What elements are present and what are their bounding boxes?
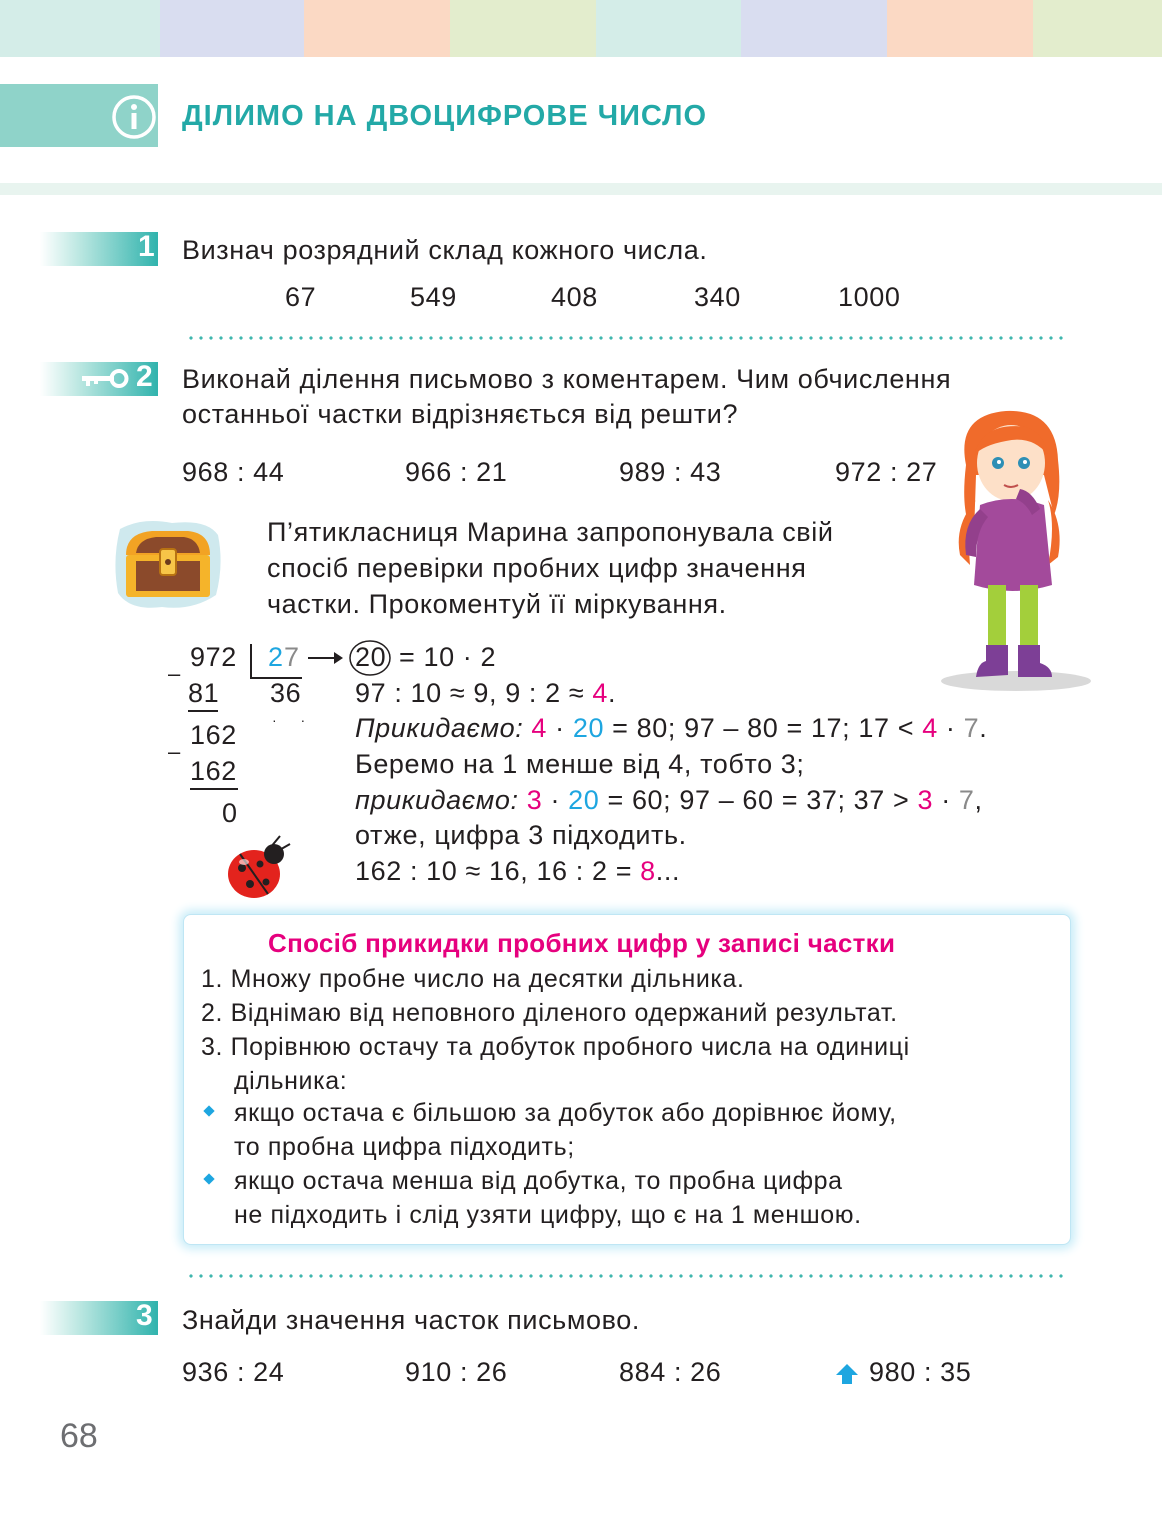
- task2-expression: 972 : 27: [835, 457, 938, 487]
- division-divisor-units: 7: [284, 642, 300, 672]
- treasure-chest-illustration: [112, 515, 224, 613]
- task1-number: 1: [138, 230, 155, 263]
- division-underline-2: [190, 788, 238, 790]
- reasoning-line3: [355, 711, 987, 746]
- division-bracket-vertical: [250, 644, 252, 678]
- task3-expression: 936 : 24: [182, 1357, 285, 1387]
- rule-title: Спосіб прикидки пробних цифр у записі частки: [268, 928, 896, 958]
- rule-item-3-continued: дільника:: [234, 1067, 348, 1095]
- info-icon: [111, 94, 157, 140]
- rule-item-3: 3. Порівнюю остачу та добуток пробного числа на одиниці: [201, 1033, 910, 1061]
- reasoning-highlight: 4: [922, 713, 938, 743]
- reasoning-text: = 60; 97 – 60 = 37; 37 >: [599, 785, 918, 815]
- ladybug-illustration: [220, 832, 296, 904]
- reasoning-highlight: 3: [917, 785, 934, 815]
- reasoning-line1: = 10 · 2: [399, 642, 497, 672]
- page-title: ДІЛИМО НА ДВОЦИФРОВЕ ЧИСЛО: [182, 100, 708, 132]
- task2-number: 2: [136, 360, 153, 393]
- top-stripe-2: [160, 0, 304, 57]
- task3-text: Знайди значення часток письмово.: [182, 1305, 640, 1335]
- reasoning-label: прикидаємо:: [355, 785, 519, 815]
- marina-text-line3: частки. Прокоментуй її міркування.: [267, 589, 727, 619]
- top-stripe-1: [0, 0, 160, 57]
- division-remainder-step: 162: [190, 720, 237, 750]
- reasoning-text: .: [979, 713, 988, 743]
- reasoning-text: 162 : 10 ≈ 16, 16 : 2 =: [355, 856, 641, 886]
- reasoning-highlight: 4: [592, 678, 608, 708]
- reasoning-highlight: 8: [640, 856, 656, 886]
- task1-number-item: 1000: [838, 282, 901, 312]
- top-stripe-7: [887, 0, 1033, 57]
- division-quotient: 36: [270, 678, 302, 708]
- reasoning-line7: [355, 854, 680, 889]
- division-minus: –: [168, 739, 181, 764]
- reasoning-text: = 80; 97 – 80 = 17; 17 <: [604, 713, 923, 743]
- task3-expression: 884 : 26: [619, 1357, 722, 1387]
- reasoning-text: 97 : 10 ≈ 9, 9 : 2 ≈: [355, 678, 593, 708]
- arrow-up-icon: [835, 1363, 859, 1385]
- division-first-sub: 81: [188, 678, 220, 708]
- reasoning-circled-number: 20: [355, 642, 387, 672]
- task2-text-line1: Виконай ділення письмово з коментарем. Чим обчислення: [182, 364, 952, 394]
- rule-bullet-2: якщо остача менша від добутка, то пробна цифра: [234, 1167, 843, 1195]
- reasoning-line6: отже, цифра 3 підходить.: [355, 820, 687, 850]
- division-result: 0: [222, 798, 238, 828]
- reasoning-highlight: 7: [958, 785, 975, 815]
- page-number: 68: [60, 1417, 98, 1455]
- top-stripe-5: [596, 0, 741, 57]
- reasoning-line5: [355, 783, 983, 818]
- reasoning-highlight: 20: [572, 713, 605, 743]
- reasoning-line2: [355, 676, 616, 711]
- reasoning-label: Прикидаємо:: [355, 713, 524, 743]
- reasoning-highlight: 7: [963, 713, 980, 743]
- task3-expression: 980 : 35: [869, 1357, 972, 1387]
- reasoning-line4: Беремо на 1 менше від 4, тобто 3;: [355, 749, 805, 779]
- reasoning-text: ·: [933, 785, 959, 815]
- task1-number-item: 408: [551, 282, 598, 312]
- reasoning-text: ·: [937, 713, 964, 743]
- reasoning-highlight: 3: [526, 785, 543, 815]
- division-quotient-dots: · ·: [272, 712, 316, 728]
- top-stripe-3: [304, 0, 450, 57]
- division-minus: –: [168, 661, 181, 686]
- division-underline-1: [188, 710, 218, 712]
- task3-number: 3: [136, 1299, 153, 1332]
- reasoning-highlight: 4: [531, 713, 548, 743]
- division-dividend: 972: [190, 642, 237, 672]
- division-divisor-tens: 2: [268, 642, 284, 672]
- task2-text-line2: останньої частки відрізняється від решти?: [182, 399, 739, 429]
- task1-number-item: 340: [694, 282, 741, 312]
- rule-bullet-2-continued: не підходить і слід узяти цифру, що є на 1 меншою.: [234, 1201, 862, 1229]
- reasoning-text: .: [608, 678, 617, 708]
- top-stripe-4: [450, 0, 596, 57]
- marina-text-line2: спосіб перевірки пробних цифр значення: [267, 553, 807, 583]
- top-stripe-8: [1033, 0, 1162, 57]
- girl-illustration: [936, 405, 1102, 695]
- task1-number-item: 67: [285, 282, 317, 312]
- dotted-divider: [186, 1274, 1066, 1278]
- reasoning-text: ·: [542, 785, 569, 815]
- rule-item-2: 2. Віднімаю від неповного діленого одержаний результат.: [201, 999, 898, 1027]
- reasoning-text: ·: [547, 713, 573, 743]
- task2-expression: 968 : 44: [182, 457, 285, 487]
- rule-item-1: 1. Множу пробне число на десятки дільника.: [201, 965, 745, 993]
- task1-text: Визнач розрядний склад кожного числа.: [182, 235, 708, 265]
- reasoning-text: ,: [974, 785, 983, 815]
- arrow-right-icon: [308, 651, 344, 665]
- task1-number-item: 549: [410, 282, 457, 312]
- task2-expression: 989 : 43: [619, 457, 722, 487]
- top-stripe-6: [741, 0, 887, 57]
- header-divider: [0, 183, 1162, 195]
- reasoning-highlight: 20: [568, 785, 600, 815]
- division-second-sub: 162: [190, 756, 237, 786]
- task3-expression: 910 : 26: [405, 1357, 508, 1387]
- rule-bullet-1-continued: то пробна цифра підходить;: [234, 1133, 575, 1161]
- dotted-divider: [186, 336, 1066, 340]
- rule-bullet-1: якщо остача є більшою за добуток або дорівнює йому,: [234, 1099, 897, 1127]
- key-icon: [80, 367, 130, 391]
- task2-expression: 966 : 21: [405, 457, 508, 487]
- marina-text-line1: П’ятикласниця Марина запропонувала свій: [267, 517, 834, 547]
- reasoning-text: ...: [655, 856, 681, 886]
